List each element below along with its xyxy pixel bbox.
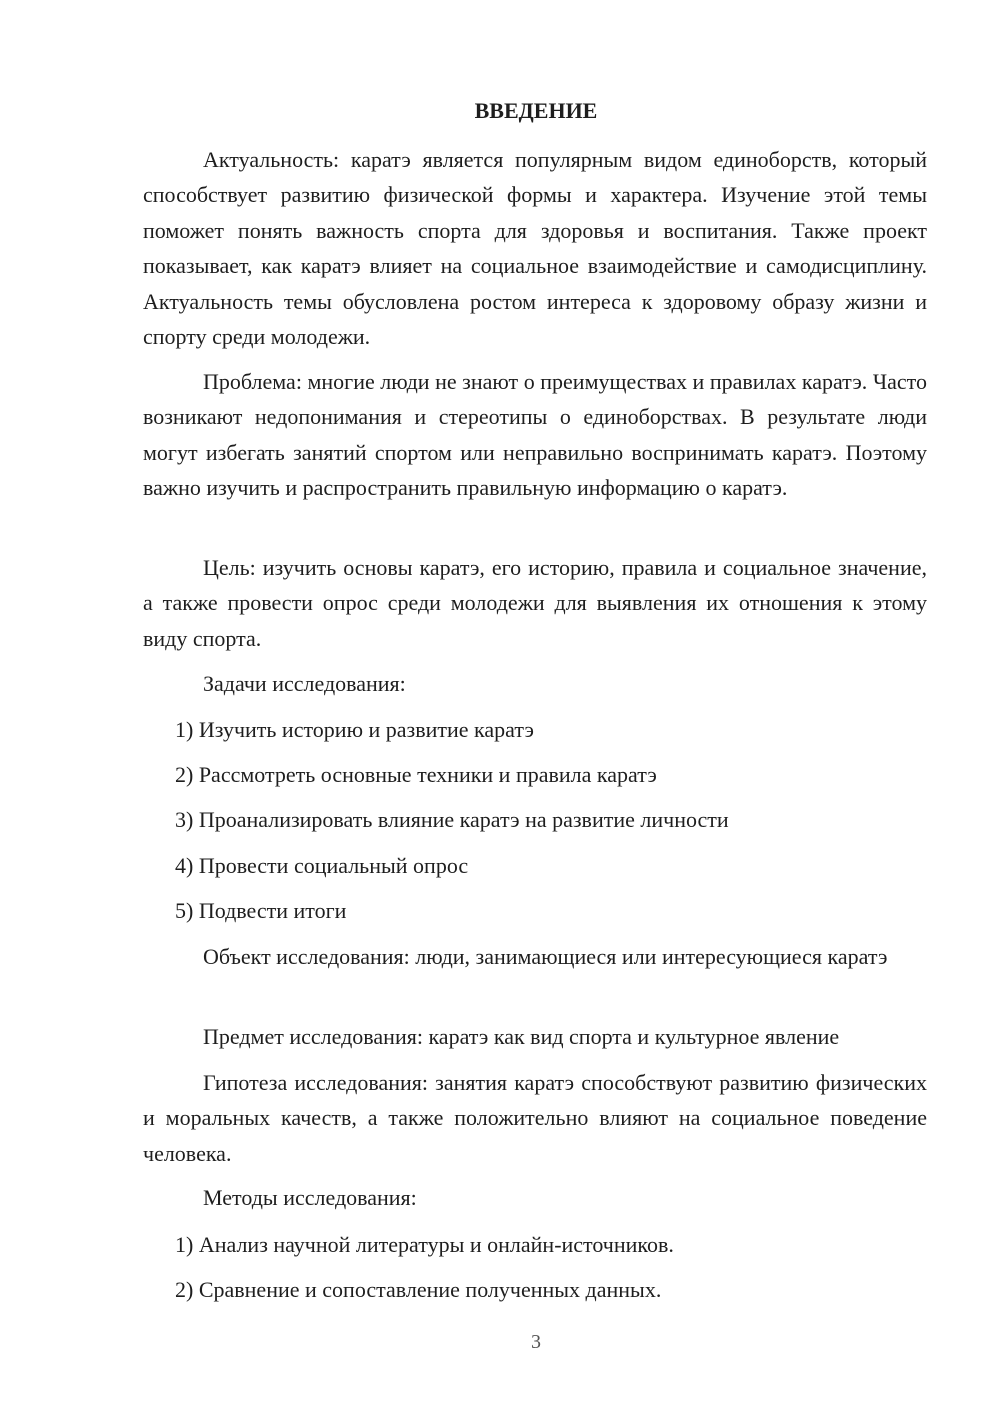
methods-heading: Методы исследования: <box>203 1185 417 1210</box>
problem-paragraph: Проблема: многие люди не знают о преимуществах и правилах каратэ. Часто возникают недопонимания и стереотипы о единоборствах. В результате люди могут избегать занятий спортом или неправильно воспринимать каратэ. Поэтому важно изучить и распространить правильную информацию о каратэ. <box>143 369 927 501</box>
relevance-paragraph: Актуальность: каратэ является популярным видом единоборств, который способствует развитию физической формы и характера. Изучение этой темы поможет понять важность спорта для здоровья и воспитания. Также проект показывает, как каратэ влияет на социальное взаимодействие и самодисциплину. Актуальность темы обусловлена ростом интереса к здоровому образу жизни и спорту среди молодежи. <box>143 147 927 350</box>
goal-block <box>143 550 927 656</box>
task-item: 2) Рассмотреть основные техники и правила каратэ <box>175 762 657 787</box>
task-item: 3) Проанализировать влияние каратэ на развитие личности <box>175 807 729 832</box>
object-block <box>143 939 927 974</box>
method-item: 2) Сравнение и сопоставление полученных данных. <box>175 1277 662 1302</box>
problem-block <box>143 364 927 506</box>
method-item: 1) Анализ научной литературы и онлайн-источников. <box>175 1232 674 1257</box>
subject-block <box>143 1019 927 1054</box>
tasks-heading-block <box>143 666 927 701</box>
goal-paragraph: Цель: изучить основы каратэ, его историю, правила и социальное значение, а также провести опрос среди молодежи для выявления их отношения к этому виду спорта. <box>143 555 927 651</box>
task-item: 5) Подвести итоги <box>175 898 347 923</box>
subject-paragraph: Предмет исследования: каратэ как вид спорта и культурное явление <box>203 1024 840 1049</box>
tasks-heading: Задачи исследования: <box>203 671 406 696</box>
page-title: ВВЕДЕНИЕ <box>474 98 598 123</box>
task-item: 4) Провести социальный опрос <box>175 853 469 878</box>
task-item: 1) Изучить историю и развитие каратэ <box>175 717 534 742</box>
hypothesis-paragraph: Гипотеза исследования: занятия каратэ способствуют развитию физических и моральных качеств, а также положительно влияют на социальное поведение человека. <box>143 1070 927 1166</box>
hypothesis-block <box>143 1065 927 1171</box>
page-number: 3 <box>531 1331 541 1353</box>
relevance-block <box>143 142 927 354</box>
methods-heading-block <box>143 1180 927 1215</box>
object-paragraph: Объект исследования: люди, занимающиеся или интересующиеся каратэ <box>203 944 888 969</box>
